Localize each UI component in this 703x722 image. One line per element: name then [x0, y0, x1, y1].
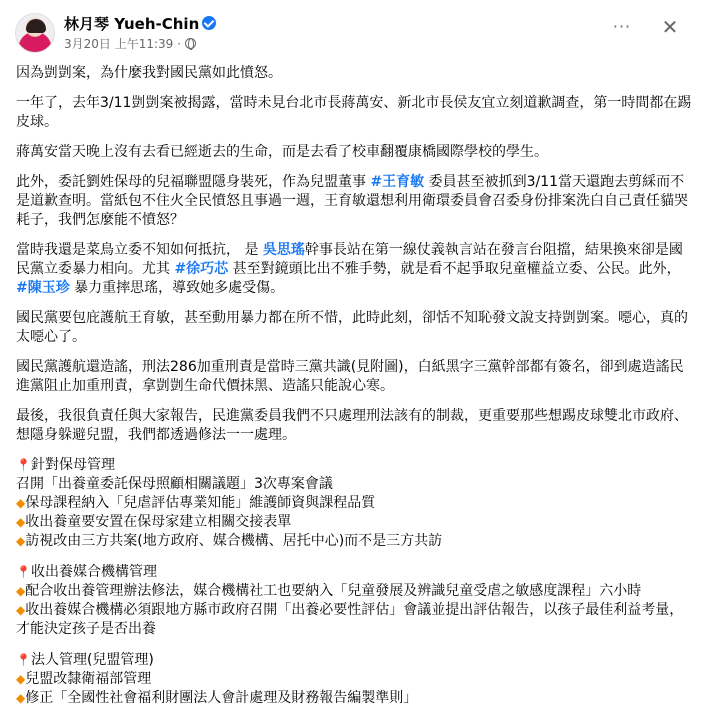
section-3-title: 📍法人管理(兒盟管理) [16, 652, 154, 668]
paragraph-8: 最後，我很負責任與大家報告，民進黨委員我們不只處理刑法該有的制裁，更重要那些想踢皮球雙北市政府、想隱身躲避兒盟，我們都透過修法一一處理。 [16, 408, 688, 443]
diamond-icon: ◆ [16, 603, 26, 617]
paragraph-6: 國民黨要包庇護航王育敏，甚至動用暴力都在所不惜，此時此刻，卻恬不知恥發文說支持剴剴案。噁心，真的太噁心了。 [16, 310, 688, 345]
paragraph-4-text-b: 委員甚至被抓到3/11當天還跑去剪綵而不是道歉查明。當紙包不住火全民憤怒且事過一週，王育敏還想利用衛環委員會召委身份排案洗白自己責任貓哭耗子，我們怎麼能不憤怒？ [16, 174, 688, 228]
author-avatar[interactable] [15, 13, 55, 53]
hashtag-link[interactable]: #王育敏 [370, 174, 425, 190]
post-timestamp[interactable]: 3月20日 上午11:39 [64, 37, 174, 51]
paragraph-1: 因為剴剴案，為什麼我對國民黨如此憤怒。 [16, 65, 282, 81]
diamond-icon: ◆ [16, 496, 26, 510]
diamond-icon: ◆ [16, 515, 26, 529]
diamond-icon: ◆ [16, 534, 26, 548]
more-options-button[interactable]: ··· [612, 17, 632, 36]
post-meta: 3月20日 上午11:39 · [64, 36, 196, 52]
section-1-subtitle: 召開「出養童委託保母照顧相關議題」3次專案會議 [16, 476, 333, 492]
avatar-hair [26, 19, 46, 33]
paragraph-5 [16, 241, 692, 298]
paragraph-5-text-c: 甚至對鏡頭比出不雅手勢，就是看不起爭取兒童權益立委、公民。此外， [228, 261, 681, 277]
author-name-row [64, 14, 216, 34]
list-item: ◆收出養童要安置在保母家建立相關交接表單 [16, 514, 292, 530]
pin-icon: 📍 [16, 458, 31, 472]
paragraph-5-text-d: 暴力重摔思瑤，導致她多處受傷。 [69, 280, 285, 296]
diamond-icon: ◆ [16, 584, 26, 598]
list-item: ◆修正「全國性社會福利財團法人會計處理及財務報告編製準則」 [16, 690, 418, 706]
section-2-title: 📍收出養媒合機構管理 [16, 564, 157, 580]
pin-icon: 📍 [16, 565, 31, 579]
section-1-title: 📍針對保母管理 [16, 457, 115, 473]
post-header [0, 0, 703, 60]
list-item: ◆兒盟改隸衛福部管理 [16, 671, 152, 687]
paragraph-5-text-a: 當時我還是菜鳥立委不知如何抵抗， 是 [16, 242, 263, 258]
verified-badge-icon [202, 16, 216, 30]
list-item: ◆訪視改由三方共案(地方政府、媒合機構、居托中心)而不是三方共訪 [16, 533, 443, 549]
paragraph-4 [16, 173, 692, 230]
paragraph-7: 國民黨護航還造謠，刑法286加重刑責是當時三黨共識(見附圖)，白紙黑字三黨幹部都有簽名，卻到處造謠民進黨阻止加重刑責，拿剴剴生命代價抹黑、造謠只能說心寒。 [16, 359, 684, 394]
list-item: ◆收出養媒合機構必須跟地方縣市政府召開「出養必要性評估」會議並提出評估報告，以孩子最佳利益考量，才能決定孩子是否出養 [16, 602, 684, 637]
close-button[interactable]: ✕ [661, 15, 679, 39]
diamond-icon: ◆ [16, 672, 26, 686]
author-name[interactable]: 林月琴 Yueh-Chin [64, 15, 200, 33]
paragraph-5-text-b: 幹事長站在第一線仗義執言站在發言台阻擋，結果換來卻是國民黨立委暴力相向。尤其 [16, 242, 683, 277]
hashtag-link[interactable]: #陳玉珍 [16, 280, 70, 296]
mention-link[interactable]: 吳思瑤 [262, 242, 305, 258]
post-body [16, 64, 692, 708]
paragraph-2: 一年了，去年3/11剴剴案被揭露，當時未見台北市長蔣萬安、新北市長侯友宜立刻道歉調查，第一時間都在踢皮球。 [16, 95, 692, 130]
list-item: ◆配合收出養管理辦法修法，媒合機構社工也要納入「兒童發展及辨識兒童受虐之敏感度課程」六小時 [16, 583, 642, 599]
paragraph-4-text-a: 此外，委託劉姓保母的兒福聯盟隱身裝死，作為兒盟董事 [16, 174, 371, 190]
list-item: ◆保母課程納入「兒虐評估專業知能」維護師資與課程品質 [16, 495, 376, 511]
globe-icon [185, 38, 196, 49]
diamond-icon: ◆ [16, 691, 26, 705]
pin-icon: 📍 [16, 653, 31, 667]
paragraph-3: 蔣萬安當天晚上沒有去看已經逝去的生命，而是去看了校車翻覆康橋國際學校的學生。 [16, 144, 548, 160]
hashtag-link[interactable]: #徐巧芯 [174, 261, 229, 277]
